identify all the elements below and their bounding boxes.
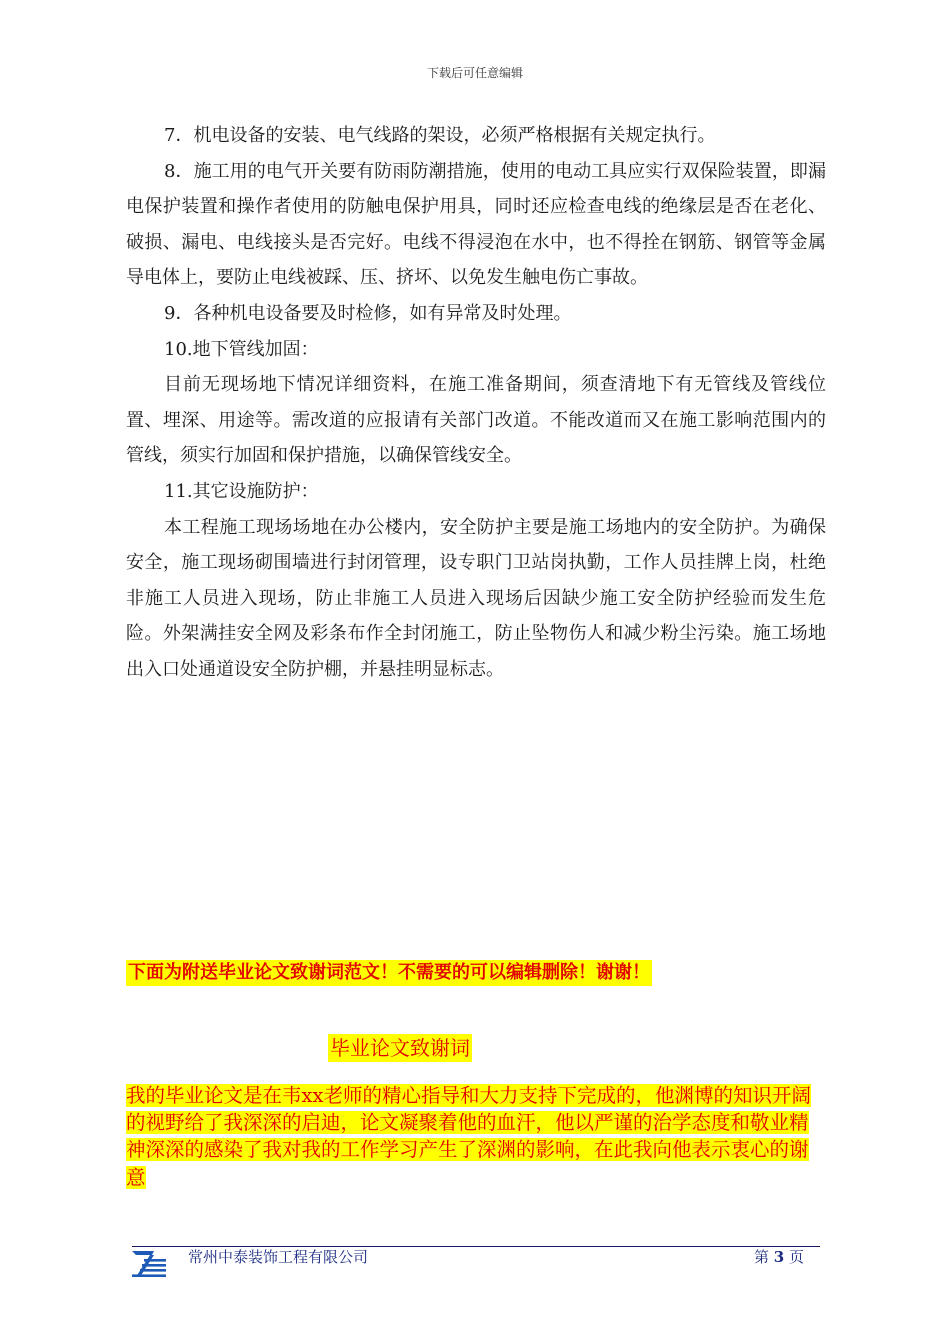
paragraph-11: 本工程施工现场场地在办公楼内，安全防护主要是施工场地内的安全防护。为确保安全，施工现场砌围墙进行封闭管理，设专职门卫站岗执勤，工作人员挂牌上岗，杜绝非施工人员进入现场，防止非施工人员进入现场后因缺少施工安全防护经验而发生危险。外架满挂安全网及彩条布作全封闭施工，防止坠物伤人和减少粉尘污染。施工场地出入口处通道设安全防护棚，并悬挂明显标志。 [126, 516, 826, 680]
heading-11: 11.其它设施防护： [164, 480, 319, 502]
document-body [126, 118, 826, 688]
header-note: 下载后可任意编辑 [426, 66, 523, 80]
acknowledgement-title: 毕业论文致谢词 [330, 1036, 470, 1060]
paragraph-10: 目前无现场地下情况详细资料，在施工准备期间，须查清地下有无管线及管线位置、埋深、用途等。需改道的应报请有关部门改道。不能改道而又在施工影响范围内的管线，须实行加固和保护措施，以确保管线安全。 [126, 374, 826, 467]
footer-company: 常州中泰装饰工程有限公司 [188, 1248, 369, 1266]
heading-10: 10.地下管线加固： [164, 338, 319, 360]
acknowledgement-body [126, 1082, 826, 1191]
appendix-notice: 下面为附送毕业论文致谢词范文！不需要的可以编辑删除！谢谢！ [126, 960, 652, 986]
page-number-value: 3 [773, 1248, 785, 1266]
page-prefix: 第 [754, 1248, 774, 1266]
acknowledgement-text: 我的毕业论文是在韦xx老师的精心指导和大力支持下完成的，他渊博的知识开阔的视野给了我深深的启迪，论文凝聚着他的血汗，他以严谨的治学态度和敬业精神深深的感染了我对我的工作学习产生了深渊的影响，在此我向他表示衷心的谢意 [126, 1084, 811, 1189]
company-logo-icon [128, 1249, 174, 1279]
paragraph-8: 8．施工用的电气开关要有防雨防潮措施，使用的电动工具应实行双保险装置，即漏电保护装置和操作者使用的防触电保护用具，同时还应检查电线的绝缘层是否在老化、破损、漏电、电线接头是否完好。电线不得浸泡在水中，也不得拴在钢筋、钢管等金属导电体上，要防止电线被踩、压、挤坏、以免发生触电伤亡事故。 [126, 160, 826, 289]
page-number [754, 1246, 804, 1267]
page-suffix: 页 [784, 1248, 804, 1266]
paragraph-9: 9．各种机电设备要及时检修，如有异常及时处理。 [164, 302, 572, 324]
paragraph-7: 7．机电设备的安装、电气线路的架设，必须严格根据有关规定执行。 [164, 125, 716, 146]
